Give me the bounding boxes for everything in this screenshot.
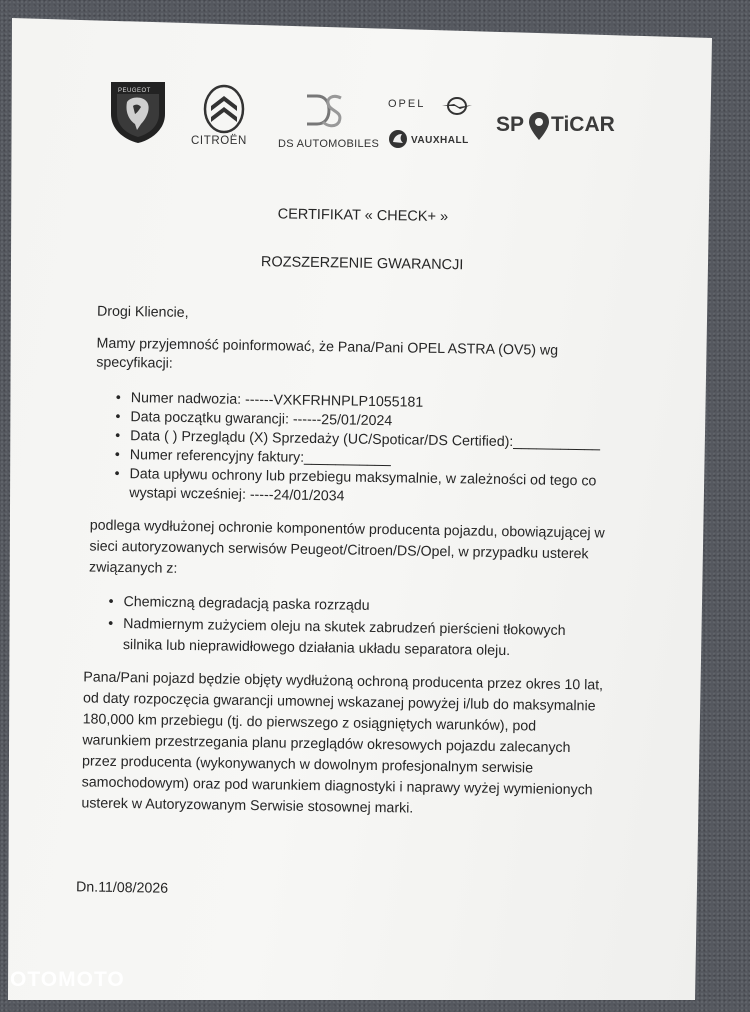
paragraph-line: związanych z:: [88, 559, 178, 577]
bullet-icon: •: [114, 446, 120, 463]
paragraph-line: 180,000 km przebiegu (tj. do pierwszego z osiągniętych warunków), pod: [82, 711, 537, 735]
paragraph-line: podlega wydłużonej ochronie komponentów producenta pojazdu, obowiązującej w: [89, 517, 605, 542]
cause-oil-consumption: Nadmiernym zużyciem oleju na skutek zabrudzeń pierścieni tłokowych: [123, 616, 566, 639]
bullet-icon: •: [115, 389, 121, 406]
bullet-icon: •: [115, 408, 121, 425]
paragraph-line: usterek w Autoryzowanym Serwisie stosownej marki.: [81, 795, 414, 817]
paragraph-line: warunkiem przestrzegania planu przeglądów okresowych pojazdu zalecanych: [82, 732, 571, 757]
citroen-wordmark: CITROËN: [191, 135, 247, 147]
paragraph-line: Pana/Pani pojazd będzie objęty wydłużoną ochroną producenta przez okres 10 lat,: [83, 669, 604, 694]
spoticar-wordmark-end: TiCAR: [551, 113, 615, 136]
document-date: Dn.11/08/2026: [75, 879, 169, 897]
cause-timing-belt: Chemiczną degradacją paska rozrządu: [123, 594, 370, 614]
intro-line: specyfikacji:: [96, 354, 173, 372]
spec-item-warranty-start: Data początku gwarancji: ------25/01/2024: [130, 409, 393, 430]
paragraph-line: samochodowym) oraz pod warunkiem diagnostyki i naprawy wyżej wymienionych: [81, 774, 593, 799]
bullet-icon: •: [108, 593, 114, 610]
greeting: Drogi Kliencie,: [96, 303, 189, 321]
paragraph-line: sieci autoryzowanych serwisów Peugeot/Citroen/DS/Opel, w przypadku usterek: [89, 538, 589, 563]
intro-line: Mamy przyjemność poinformować, że Pana/Pani OPEL ASTRA (OV5) wg: [96, 335, 559, 359]
spec-item-body-number: Numer nadwozia: ------VXKFRHNPLP1055181: [130, 390, 424, 411]
spec-item-expiry: Data upływu ochrony lub przebiegu maksymalnie, w zależności od tego co: [129, 466, 597, 490]
otomoto-watermark: OTOMOTO: [10, 968, 125, 991]
bullet-icon: •: [114, 465, 120, 482]
ds-wordmark: DS AUTOMOBILES: [278, 138, 380, 150]
bullet-icon: •: [115, 427, 121, 444]
spoticar-wordmark-start: SP: [496, 113, 525, 136]
bullet-icon: •: [108, 615, 114, 632]
spec-item-inspection-sale: Data ( ) Przeglądu (X) Sprzedaży (UC/Spoticar/DS Certified):___________: [130, 428, 601, 452]
paragraph-line: od daty rozpoczęcia gwarancji umownej wskazanej powyżej i/lub do maksymalnie: [82, 690, 596, 715]
cause-oil-consumption-continued: silnika lub nieprawidłowego działania układu separatora oleju.: [122, 637, 511, 660]
certificate-title: CERTIFIKAT « CHECK+ »: [277, 206, 449, 226]
spec-item-invoice-reference: Numer referencyjny faktury:___________: [129, 447, 392, 468]
peugeot-wordmark: PEUGEOT: [118, 88, 151, 94]
paragraph-line: przez producenta (wykonywanych w dowolnym profesjonalnym serwisie: [81, 753, 534, 777]
spec-item-expiry-continued: wystapi wcześniej: -----24/01/2034: [129, 485, 345, 505]
vauxhall-wordmark: VAUXHALL: [411, 135, 469, 146]
certificate-subtitle: ROZSZERZENIE GWARANCJI: [260, 254, 464, 274]
opel-wordmark: OPEL: [388, 98, 426, 110]
